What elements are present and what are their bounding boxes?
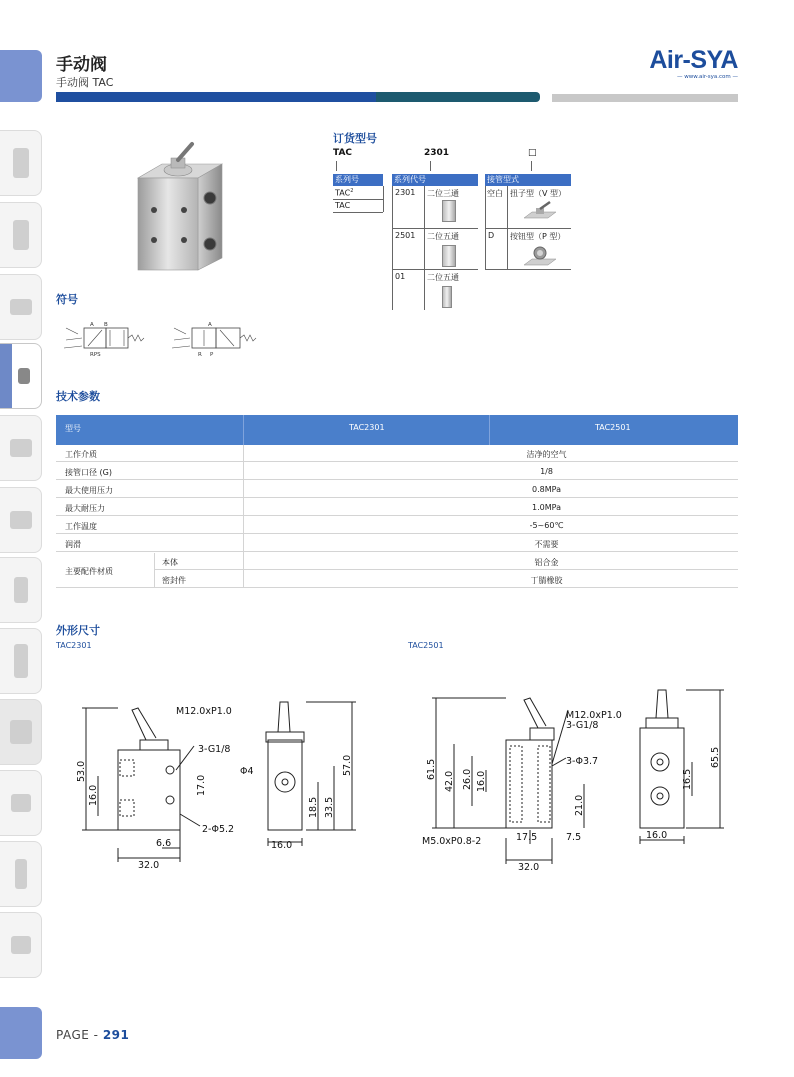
- series-code-desc: 二位三通: [427, 189, 459, 198]
- series-no-cell: TAC$^2$: [335, 188, 354, 198]
- actuator-icon: [14, 644, 28, 678]
- filter-icon: [13, 148, 29, 178]
- rail-item-manifold[interactable]: [0, 699, 42, 765]
- order-divider: [333, 212, 383, 213]
- dim-hole-left: 2-Φ5.2: [202, 824, 235, 835]
- spec-subrow: [154, 571, 738, 588]
- valve-thumbnail: [442, 286, 452, 308]
- dim-port-left: 3-G1/8: [198, 744, 231, 755]
- order-divider: [392, 228, 478, 229]
- brand-logo: [646, 46, 738, 80]
- page-footer: [56, 1028, 129, 1042]
- cylinder-icon: [14, 577, 28, 603]
- dim-h615-right: 61.5: [426, 758, 437, 780]
- order-divider: [485, 269, 571, 270]
- dim-w32-right: 32.0: [518, 862, 540, 873]
- dim-w75-right: 7.5: [566, 832, 582, 843]
- spec-subrow: [154, 553, 738, 570]
- rail-item-valve[interactable]: [0, 415, 42, 481]
- spec-header-divider: [489, 415, 490, 445]
- connection-code: D: [488, 231, 495, 240]
- spec-header-divider: [243, 415, 244, 445]
- symbol-port-p: P: [210, 352, 214, 358]
- dim-port-right: 3-G1/8: [566, 720, 599, 731]
- header-bar: [56, 92, 376, 102]
- connection-code: 空白: [487, 189, 503, 198]
- spec-value: 丁腈橡胶: [530, 576, 563, 585]
- regulator-icon: [10, 299, 32, 315]
- model-label-right: TAC2501: [408, 641, 444, 650]
- dim-w16-side-right: 16.0: [646, 830, 668, 841]
- rail-item-filter[interactable]: [0, 130, 42, 196]
- manual-valve-icon: [18, 368, 30, 384]
- rail-item-accessory[interactable]: [0, 912, 42, 978]
- dim-w175-right: 17.5: [516, 832, 538, 843]
- model-label-left: TAC2301: [56, 641, 92, 650]
- spec-value: 1/8: [540, 467, 553, 476]
- code-part-option: □: [528, 148, 537, 158]
- dim-w32-left: 32.0: [138, 860, 160, 871]
- spec-value: 铝合金: [534, 558, 559, 567]
- dim-h185-left: 18.5: [308, 796, 319, 818]
- spec-value: 1.0MPa: [532, 503, 561, 512]
- valve-thumbnail: [442, 200, 456, 222]
- rail-item-regulator[interactable]: [0, 274, 42, 340]
- dim-h17-left: 17.0: [196, 774, 207, 796]
- order-divider: [485, 228, 571, 229]
- rail-item-lubricator[interactable]: [0, 202, 42, 268]
- order-divider: [392, 186, 393, 310]
- connection-desc: 扭子型（V 型）: [510, 189, 567, 198]
- fitting-icon: [11, 794, 31, 812]
- spec-column-divider: [154, 553, 155, 588]
- col-connection: 接管型式: [485, 174, 571, 186]
- accessory-icon: [11, 936, 31, 954]
- valve-thumbnail: [442, 245, 456, 267]
- order-divider: [392, 269, 478, 270]
- symbol-port-r: R: [198, 352, 202, 358]
- spec-header-tac2501: TAC2501: [595, 423, 631, 432]
- series-code-desc: 二位五通: [427, 273, 459, 282]
- spec-value: 0.8MPa: [532, 485, 561, 494]
- spec-column-divider: [243, 445, 244, 588]
- symbol-port-rps: RPS: [90, 352, 101, 358]
- series-code-cell: 2501: [395, 231, 416, 240]
- rail-item-fitting[interactable]: [0, 770, 42, 836]
- page-subtitle: 手动阀 TAC: [56, 76, 114, 89]
- spec-row: [56, 535, 738, 552]
- page-number: 291: [102, 1028, 130, 1042]
- series-code-cell: 2301: [395, 188, 416, 197]
- code-part-series: TAC: [333, 148, 353, 158]
- rail-item-cylinder[interactable]: [0, 557, 42, 623]
- symbol-3-port: [168, 318, 268, 362]
- spec-value: 洁净的空气: [526, 450, 567, 459]
- dim-thread-left: M12.0xP1.0: [176, 706, 232, 717]
- specs-title: 技术参数: [56, 390, 100, 403]
- order-divider: [424, 186, 425, 310]
- dim-w66-left: 6.6: [156, 838, 172, 849]
- connection-desc: 按钮型（P 型）: [510, 232, 566, 241]
- drawing-tac2501: [420, 680, 730, 873]
- dim-h26-right: 26.0: [462, 768, 473, 790]
- spec-label: 工作介质: [65, 450, 97, 459]
- col-series-no: 系列号: [333, 174, 383, 186]
- dim-thread-right: M12.0xP1.0: [566, 710, 622, 721]
- section-tab-top: [0, 50, 42, 102]
- dim-h165-right: 16.5: [682, 768, 693, 790]
- spec-table-header: [56, 415, 738, 445]
- spec-sublabel: 本体: [162, 558, 178, 567]
- drawing-tac2301: [76, 690, 380, 871]
- rail-item-manual-valve[interactable]: [0, 343, 42, 409]
- code-tick: [430, 161, 431, 171]
- rail-item-silencer[interactable]: [0, 841, 42, 907]
- dim-h16-left: 16.0: [88, 784, 99, 806]
- header-bar-grey: [552, 94, 738, 102]
- symbol-title: 符号: [56, 293, 78, 306]
- dim-h21-right: 21.0: [574, 794, 585, 816]
- lubricator-icon: [13, 220, 29, 250]
- symbol-port-a: A: [208, 322, 212, 328]
- dim-h655-right: 65.5: [710, 746, 721, 768]
- toggle-handle-thumbnail: [522, 200, 558, 224]
- code-part-model: 2301: [424, 148, 450, 158]
- col-series-code: 系列代号: [392, 174, 478, 186]
- dim-h335-left: 33.5: [324, 796, 335, 818]
- spec-label: 最大耐压力: [65, 504, 105, 513]
- spec-row: [56, 463, 738, 480]
- push-button-thumbnail: [522, 243, 558, 267]
- spec-row: [56, 517, 738, 534]
- dim-hole-right: 3-Φ3.7: [566, 756, 599, 767]
- logo-url: — www.air-sya.com —: [676, 74, 738, 80]
- page-title: 手动阀: [56, 55, 107, 75]
- dimensions-title: 外形尺寸: [56, 624, 100, 637]
- spec-header-model: 型号: [65, 424, 81, 433]
- product-photo: [130, 140, 240, 272]
- dim-phi-left: Φ4: [240, 766, 254, 777]
- order-divider: [383, 186, 384, 212]
- spec-label: 最大使用压力: [65, 486, 113, 495]
- spec-label: 主要配件材质: [65, 567, 113, 576]
- page-prefix: PAGE -: [56, 1028, 103, 1042]
- symbol-port-a: A: [90, 322, 94, 328]
- spec-label: 接管口径 (G): [65, 468, 112, 477]
- spec-value: 不需要: [534, 540, 559, 549]
- dim-h42-right: 42.0: [444, 770, 455, 792]
- code-tick: [531, 161, 532, 171]
- symbol-port-b: B: [104, 322, 108, 328]
- rail-item-solenoid[interactable]: [0, 487, 42, 553]
- valve-icon: [10, 439, 32, 457]
- dim-mount-right: M5.0xP0.8-2: [422, 836, 482, 847]
- dim-h57-left: 57.0: [342, 754, 353, 776]
- ordering-title: 订货型号: [333, 132, 377, 145]
- manifold-icon: [10, 720, 32, 744]
- rail-item-actuator[interactable]: [0, 628, 42, 694]
- spec-label: 工作温度: [65, 522, 97, 531]
- symbol-5-port: [60, 318, 160, 362]
- dim-h53-left: 53.0: [76, 760, 87, 782]
- spec-row: [56, 499, 738, 516]
- spec-row: [56, 481, 738, 498]
- series-no-cell: TAC: [335, 201, 351, 210]
- spec-value: -5~60℃: [529, 521, 564, 530]
- logo-wordmark: Air-SYA: [649, 46, 738, 74]
- spec-row: [56, 445, 738, 462]
- series-code-desc: 二位五通: [427, 232, 459, 241]
- spec-label: 润滑: [65, 540, 81, 549]
- silencer-icon: [15, 859, 27, 889]
- order-divider: [333, 199, 383, 200]
- code-tick: [336, 161, 337, 171]
- spec-header-tac2301: TAC2301: [349, 423, 385, 432]
- header-bar-accent: [376, 92, 540, 102]
- section-tab-bottom: [0, 1007, 42, 1059]
- solenoid-icon: [10, 511, 32, 529]
- dim-w16-side-left: 16.0: [271, 840, 293, 851]
- dim-h16-right: 16.0: [476, 770, 487, 792]
- spec-sublabel: 密封件: [162, 576, 186, 585]
- series-code-cell: 01: [395, 272, 406, 281]
